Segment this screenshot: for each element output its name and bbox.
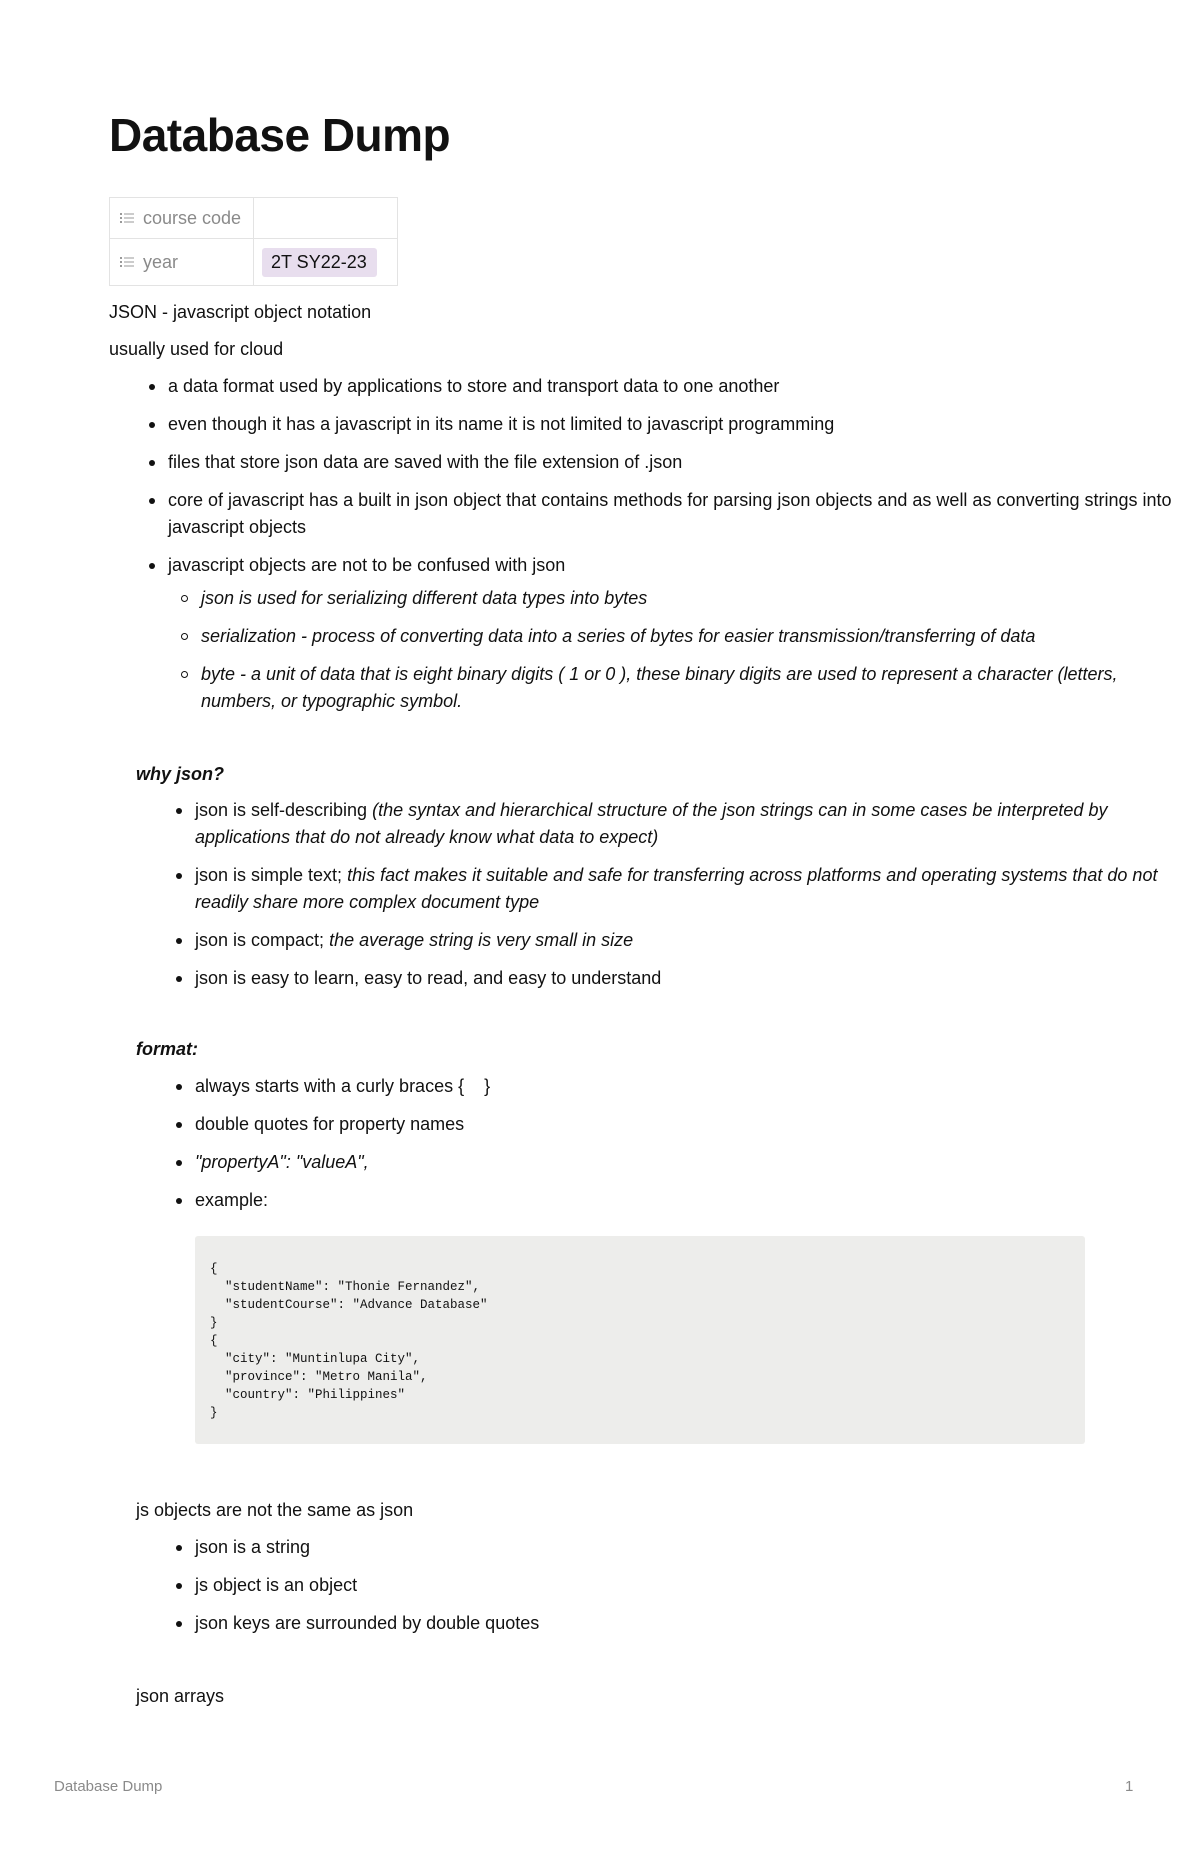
list-item: files that store json data are saved with the file extension of .json [168, 449, 1200, 476]
circle-bullet-icon [181, 633, 188, 640]
year-tag: 2T SY22-23 [262, 248, 377, 277]
list-item: json is self-describing (the syntax and hierarchical structure of the json strings can in some cases be interpreted by applications that do not already know what data to expect) [195, 797, 1185, 851]
bullet-icon [176, 976, 182, 982]
json-points-list [168, 373, 1200, 579]
property-row [110, 198, 398, 239]
property-key-label: course code [143, 207, 242, 228]
bullet-icon [176, 1084, 182, 1090]
property-value[interactable] [254, 198, 398, 239]
intro-paragraph: JSON - javascript object notation [109, 302, 372, 322]
bullet-icon [149, 498, 155, 504]
property-key [110, 198, 254, 239]
why-json-list [195, 797, 1185, 992]
bullet-icon [176, 1198, 182, 1204]
code-content: { "studentName": "Thonie Fernandez", "studentCourse": "Advance Database" } { "city": "Muntinlupa City", "province": "Metro Manila", "country": "Philippines" } [210, 1262, 488, 1420]
list-item: javascript objects are not to be confused with json [168, 552, 1200, 579]
sub-points-list [201, 585, 1181, 715]
properties-table [109, 197, 398, 286]
list-item: a data format used by applications to store and transport data to one another [168, 373, 1200, 400]
page-number: 1 [1125, 1778, 1134, 1795]
property-key-label: year [143, 251, 179, 272]
js-vs-json-heading: js objects are not the same as json [136, 1500, 414, 1520]
list-item: json is used for serializing different data types into bytes [201, 585, 1181, 612]
list-item: core of javascript has a built in json object that contains methods for parsing json objects and as well as converting strings into javascript objects [168, 487, 1200, 541]
bullet-icon [149, 460, 155, 466]
bullet-icon [149, 384, 155, 390]
page-title: Database Dump [109, 109, 451, 161]
property-row [110, 239, 398, 286]
list-item: json is compact; the average string is very small in size [195, 927, 1185, 954]
circle-bullet-icon [181, 671, 188, 678]
circle-bullet-icon [181, 595, 188, 602]
list-item: json keys are surrounded by double quotes [195, 1610, 1185, 1637]
bullet-icon [176, 1122, 182, 1128]
bullet-icon [176, 873, 182, 879]
list-item: js object is an object [195, 1572, 1185, 1599]
list-item: json is simple text; this fact makes it suitable and safe for transferring across platforms and operating systems that do not readily share more complex document type [195, 862, 1185, 916]
code-block [195, 1236, 1085, 1444]
js-vs-json-list [195, 1534, 1185, 1637]
bullet-icon [176, 1621, 182, 1627]
footer-title: Database Dump [54, 1778, 163, 1795]
list-item: always starts with a curly braces { } [195, 1073, 1185, 1100]
list-item: json is a string [195, 1534, 1185, 1561]
why-json-heading: why json? [136, 764, 225, 784]
list-item: json is easy to learn, easy to read, and easy to understand [195, 965, 1185, 992]
list-item: even though it has a javascript in its name it is not limited to javascript programming [168, 411, 1200, 438]
list-item: example: [195, 1187, 1185, 1214]
list-icon [120, 213, 134, 223]
list-item: "propertyA": "valueA", [195, 1149, 1185, 1176]
bullet-icon [176, 1583, 182, 1589]
list-item: byte - a unit of data that is eight binary digits ( 1 or 0 ), these binary digits are used to represent a character (letters, numbers, or typographic symbol. [201, 661, 1181, 715]
bullet-icon [176, 1160, 182, 1166]
property-key [110, 239, 254, 286]
bullet-icon [176, 1545, 182, 1551]
property-value[interactable] [254, 239, 398, 286]
bullet-icon [149, 422, 155, 428]
format-heading: format: [136, 1039, 198, 1059]
bullet-icon [176, 938, 182, 944]
json-arrays-heading: json arrays [136, 1686, 225, 1706]
list-icon [120, 257, 134, 267]
list-item: double quotes for property names [195, 1111, 1185, 1138]
intro-paragraph: usually used for cloud [109, 339, 284, 359]
bullet-icon [176, 808, 182, 814]
format-list [195, 1073, 1185, 1214]
list-item: serialization - process of converting data into a series of bytes for easier transmission/transferring of data [201, 623, 1181, 650]
bullet-icon [149, 563, 155, 569]
